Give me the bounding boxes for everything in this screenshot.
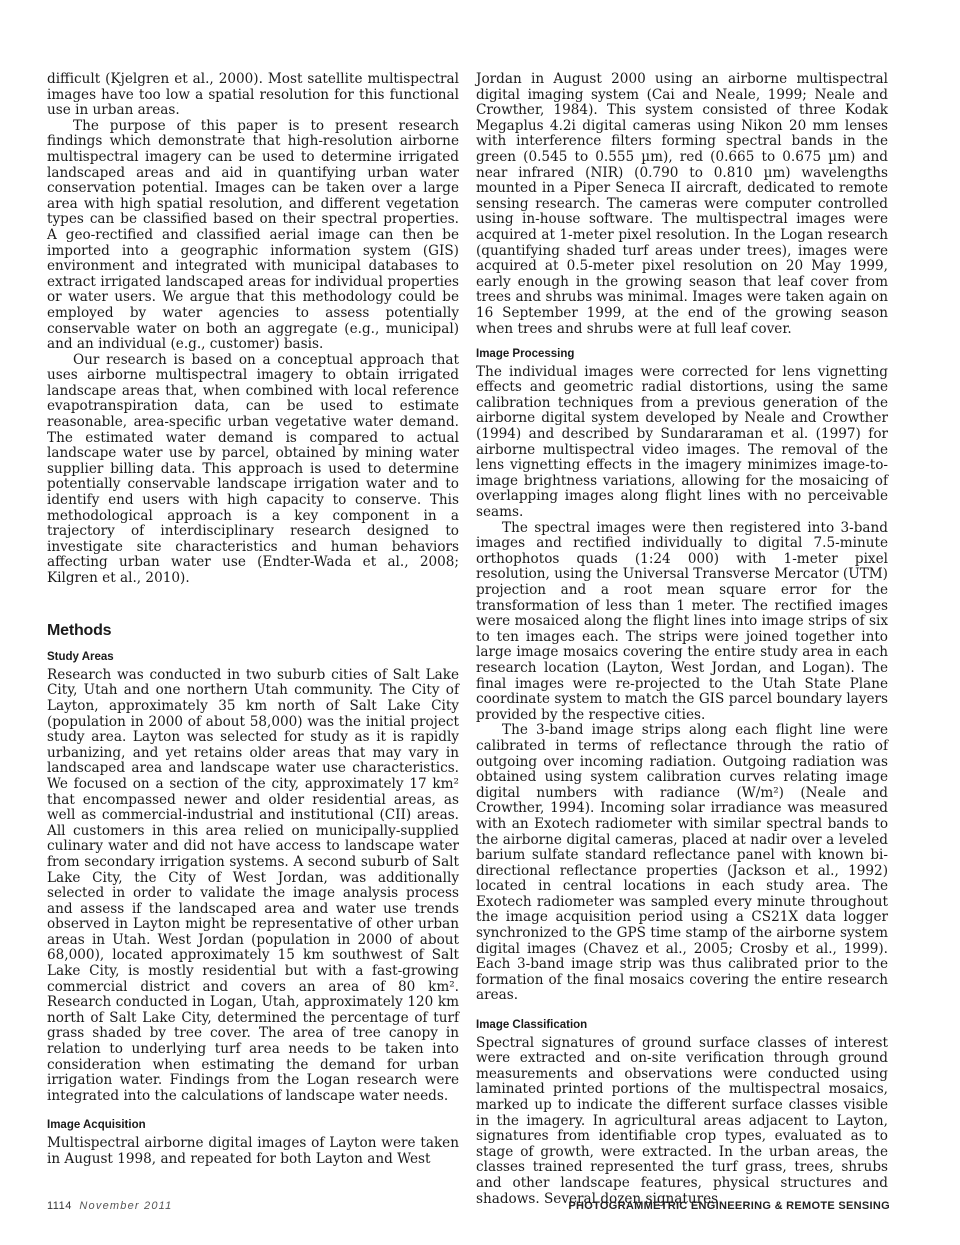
left-column: [47, 72, 459, 1167]
paragraph-classification: Spectral signatures of ground surface classes of interest were extracted and on-site verification through ground measurements and observations were conducted using laminated printed portions of the multispectral mosaics, marked up to indicate the different surface classes visible in the imagery. In agricultural areas adjacent to Layton, signatures from identifiable crop types, evaluated as to stage of growth, were extracted. In the urban areas, the classes trained represented the turf grass, trees, shrubs and other landscape features, physical structures and shadows. Several dozen signatures: [476, 1034, 888, 1207]
subheading-image-classification: Image Classification: [476, 1019, 588, 1032]
paragraph-processing-3: The 3-band image strips along each flight line were calibrated in terms of reflectance through the ratio of outgoing over incoming radiation. Outgoing radiation was obtained using system calibration curves relating image digital numbers with radiance (W/m²) (Neale and Crowther, 1994). Incoming solar irradiance was measured with an Exotech radiometer with similar spectral bands to the airborne digital cameras, placed at nadir over a leveled barium sulfate standard reflectance panel with known bi-directional reflectance properties (Jackson et al., 1992) located in central locations in each study area. The Exotech radiometer was sampled every minute throughout the image acquisition period using a CS21X data logger synchronized to the GPS time stamp of the airborne system digital images (Chavez et al., 2005; Crosby et al., 1999). Each 3-band image strip was thus calibrated prior to the formation of the final mosaics covering the entire research areas.: [476, 722, 888, 1004]
paragraph-study-areas: Research was conducted in two suburb cities of Salt Lake City, Utah and one northern Utah community. The City of Layton, approximately 35 km north of Salt Lake City (population in 2000 of about 58,000) was the initial project study area. Layton was selected for study as it is rapidly urbanizing, and yet retains older areas that may vary in landscaped area and landscape water use characteristics. We focused on a section of the city, approximately 17 km² that encompassed newer and older residential areas, as well as commercial-industrial and institutional (CII) areas. All customers in this area relied on municipally-supplied culinary water and did not have access to landscape water from secondary irrigation systems. A second suburb of Salt Lake City, the City of West Jordan, was additionally selected in order to validate the image analysis process and assess if the landscaped area and water use trends observed in Layton might be representative of other urban areas in Utah. West Jordan (population in 2000 of about 68,000), located approximately 15 km southwest of Salt Lake City, is mostly residential but with a fast-growing commercial district and covers an area of 80 km². Research conducted in Logan, Utah, approximately 120 km north of Salt Lake City, determined the percentage of turf grass shaded by tree cover. The area of tree canopy in relation to underlying turf area needs to be taken into consideration when estimating the demand for urban irrigation water. Findings from the Logan research were integrated into the calculations of landscape water needs.: [47, 666, 459, 1104]
page-number: 1114: [47, 1200, 72, 1212]
paragraph-research-approach: Our research is based on a conceptual approach that uses airborne multispectral imagery to obtain irrigated landscape areas that, when combined with local reference evapotranspiration data, can be used to estimate reasonable, area-specific urban vegetative water demand. The estimated water demand is compared to actual landscape water use by parcel, obtained by mining water supplier billing data. This approach is used to determine potentially conservable landscape irrigation water and to identify end users with high capacity to conserve. This methodological approach is a key component in a trajectory of interdisciplinary research designed to investigate site characteristics and human behaviors affecting urban water use (Endter-Wada et al., 2008; Kilgren et al., 2010).: [47, 351, 459, 586]
subheading-study-areas: Study Areas: [47, 651, 114, 664]
paragraph-processing-2: The spectral images were then registered into 3-band images and rectified individually to digital 7.5-minute orthophotos quads (1:24 000) with 1-meter pixel resolution, using the Universal Transverse Mercator (UTM) projection and a root mean square error for the transformation of less than 1 meter. The rectified images were mosaiced along the flight lines into image strips of six to ten images each. The strips were joined together into large image mosaics covering the entire study area in each research location (Layton, West Jordan, and Logan). The final images were re-projected to the Utah State Plane coordinate system to match the GIS parcel boundary layers provided by the respective cities.: [476, 519, 888, 723]
issue-date: November 2011: [79, 1200, 173, 1212]
paragraph-image-acquisition: Multispectral airborne digital images of Layton were taken in August 1998, and repeated for both Layton and West: [47, 1135, 459, 1167]
section-heading-methods: Methods: [47, 621, 112, 639]
subheading-image-processing: Image Processing: [476, 348, 575, 361]
paragraph-intro-end: difficult (Kjelgren et al., 2000). Most satellite multispectral images have too low a spatial resolution for this functional use in urban areas.: [47, 71, 459, 119]
subheading-image-acquisition: Image Acquisition: [47, 1119, 146, 1132]
paragraph-processing-1: The individual images were corrected for lens vignetting effects and geometric radial distortions, using the same calibration techniques from a previous generation of the airborne digital system developed by Neale and Crowther (1994) and described by Sundararaman et al. (1997) for airborne multispectral video images. The removal of the lens vignetting effects in the imagery minimizes image-to-image brightness variations, allowing for the mosaicing of overlapping images along flight lines with no perceivable seams.: [476, 363, 888, 521]
footer-page-info: [47, 1200, 172, 1212]
page-footer: [47, 1200, 890, 1216]
paragraph-purpose: The purpose of this paper is to present research findings which demonstrate that high-resolution airborne multispectral imagery can be used to determine irrigated landscaped areas and aid in quantifying urban water conservation potential. Images can be taken over a large area with high spatial resolution, and different vegetation types can be classified based on their spectral properties. A geo-rectified and classified aerial image can then be imported into a geographic information system (GIS) environment and integrated with municipal databases to extract irrigated landscaped areas for individual properties or water users. We argue that this methodology could be employed by water agencies to assess potentially conservable water on both an aggregate (e.g., municipal) and an individual (e.g., customer) basis.: [47, 117, 459, 353]
journal-title: PHOTOGRAMMETRIC ENGINEERING & REMOTE SENSING: [568, 1200, 890, 1212]
paragraph-acquisition-continued: Jordan in August 2000 using an airborne multispectral digital imaging system (Cai and Neale, 1999; Neale and Crowther, 1984). This system consisted of three Kodak Megaplus 4.2i digital cameras using Nikon 20 mm lenses with interference filters forming spectral bands in the green (0.545 to 0.555 µm), red (0.665 to 0.675 µm) and near infrared (NIR) (0.790 to 0.810 µm) wavelengths mounted in a Piper Seneca II aircraft, dedicated to remote sensing research. The cameras were computer controlled using in-house software. The multispectral images were acquired at 1-meter pixel resolution. In the Logan research (quantifying shaded turf areas under trees), images were acquired at 0.5-meter pixel resolution on 20 May 1999, early enough in the growing season that leaf cover from trees and shrubs was minimal. Images were taken again on 16 September 1999, at the end of the growing season when trees and shrubs were at full leaf cover.: [476, 71, 888, 337]
right-column: [476, 72, 888, 1207]
